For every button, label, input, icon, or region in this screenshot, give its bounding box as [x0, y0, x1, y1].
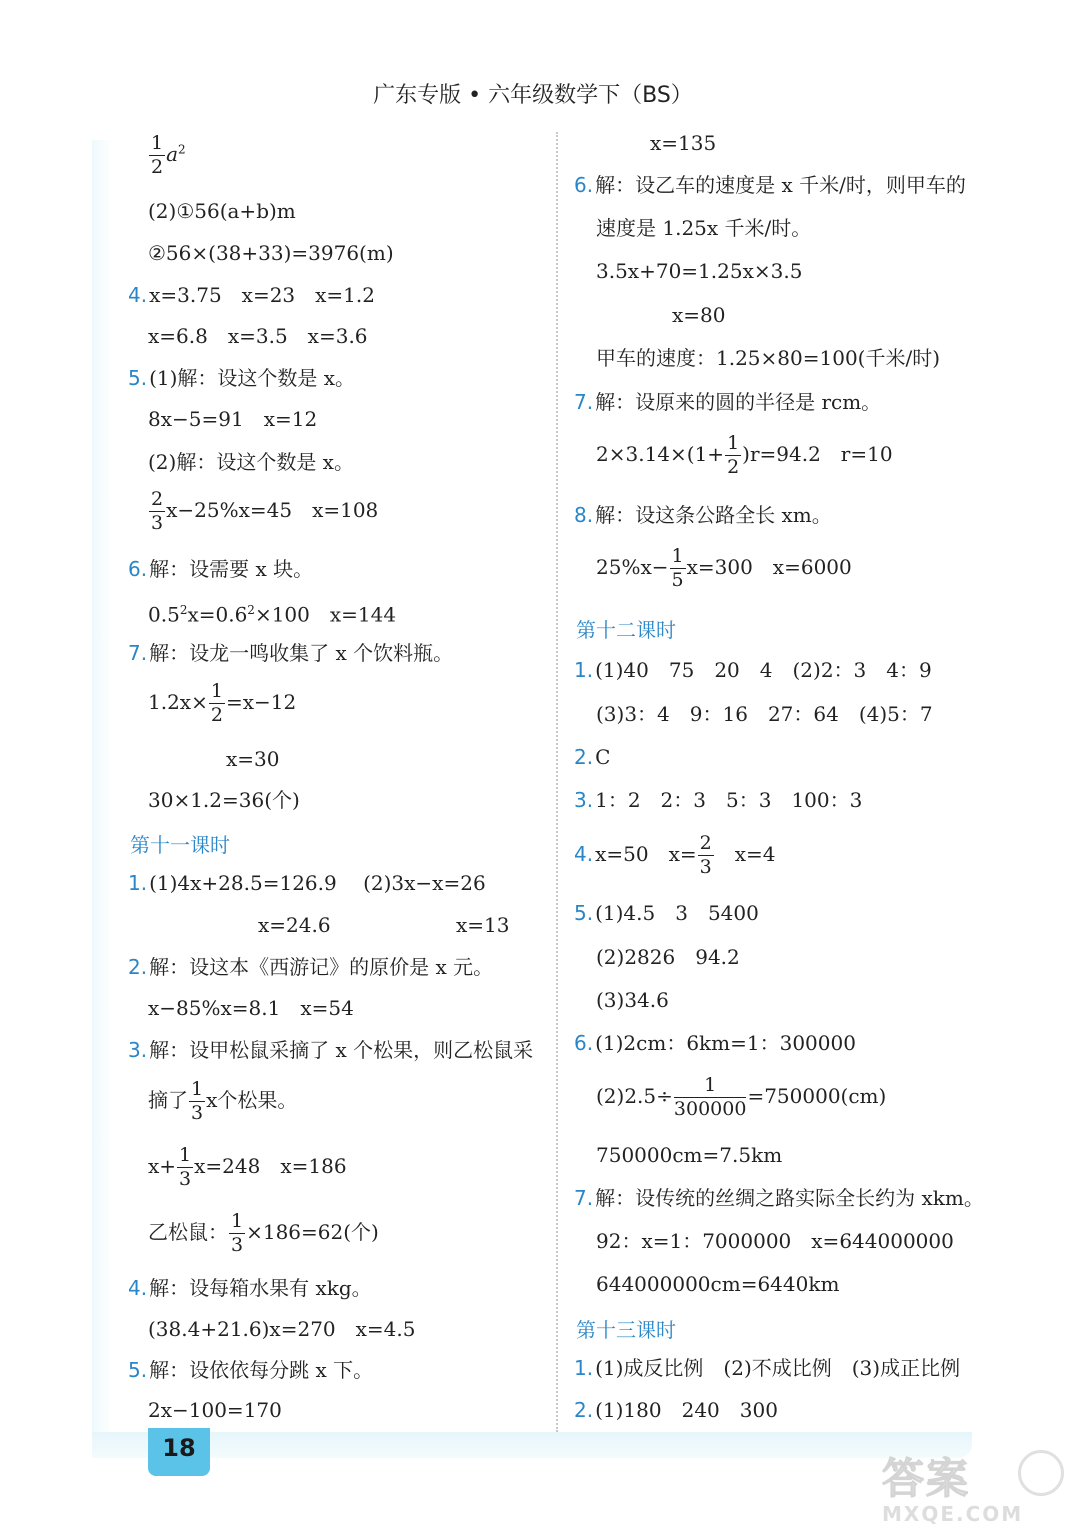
answer-line: 30×1.2=36(个) [148, 788, 300, 812]
answer-line: (3)34.6 [596, 988, 669, 1012]
page-header: 广东专版 • 六年级数学下（BS） [373, 83, 693, 108]
answer-line: 8x−5=91 x=12 [148, 407, 318, 431]
question-5: 5. (1)解：设这个数是 x。 [128, 366, 356, 390]
question-4: 4. x=50 x= $\frac{2}{3}$ x=4 [574, 832, 776, 878]
question-7: 7. 解：设原来的圆的半径是 rcm。 [574, 390, 882, 414]
answer-line: 速度是 1.25x 千米/时。 [596, 216, 812, 240]
answer-line: 2×3.14×(1+ $\frac{1}{2}$ )r=94.2 r=10 [596, 432, 893, 478]
answer-line: (2)解：设这个数是 x。 [148, 450, 354, 474]
answer-line: x=30 [226, 747, 280, 771]
answer-line: x=135 [650, 131, 717, 155]
answer-line: 甲车的速度：1.25×80=100(千米/时) [596, 346, 941, 370]
question-4: 4. x=3.75 x=23 x=1.2 [128, 283, 375, 307]
footer-band [92, 1432, 972, 1458]
page-number: 18 [162, 1434, 196, 1462]
question-5: 5. (1)4.5 3 5400 [574, 901, 759, 925]
column-divider [556, 132, 558, 1432]
watermark-logo: 答案 MXQE.COM [882, 1446, 1062, 1532]
question-1: 1. (1)40 75 20 4 (2)2：3 4：9 [574, 658, 932, 682]
question-4: 4. 解：设每箱水果有 xkg。 [128, 1276, 372, 1300]
answer-line: (3)3：4 9：16 27：64 (4)5：7 [596, 702, 933, 726]
answer-line: 2x−100=170 [148, 1398, 282, 1422]
answer-line: x−85%x=8.1 x=54 [148, 996, 354, 1020]
answer-line: $\frac{2}{3}$ x−25%x=45 x=108 [151, 488, 379, 534]
section-title: 第十二课时 [576, 618, 676, 642]
answer-line: 1.2x× $\frac{1}{2}$ =x−12 [148, 680, 297, 726]
watermark-circle-icon [1018, 1450, 1064, 1496]
answer-line: 25%x− $\frac{1}{5}$ x=300 x=6000 [596, 545, 852, 591]
answer-line: $\frac{1}{2}$ $a^2$ [151, 132, 186, 178]
answer-line: (2)2.5÷ $\frac{1}{300000}$ =750000(cm) [596, 1074, 887, 1120]
answer-line: 3.5x+70=1.25x×3.5 [596, 259, 803, 283]
answer-line: x=80 [672, 303, 726, 327]
answer-line: 644000000cm=6440km [596, 1272, 840, 1296]
question-8: 8. 解：设这条公路全长 xm。 [574, 503, 832, 527]
question-2: 2. 解：设这本《西游记》的原价是 x 元。 [128, 955, 494, 979]
answer-line: $0.5^2x=0.6^2\times 100$ x=144 [148, 602, 397, 627]
answer-line: x+ $\frac{1}{3}$ x=248 x=186 [148, 1144, 347, 1190]
question-7: 7. 解：设龙一鸣收集了 x 个饮料瓶。 [128, 641, 454, 665]
question-3: 3. 解：设甲松鼠采摘了 x 个松果，则乙松鼠采 [128, 1038, 534, 1062]
answer-line: (2)①56(a+b)m [148, 199, 296, 223]
answer-line: x=24.6 [258, 913, 331, 937]
question-7: 7. 解：设传统的丝绸之路实际全长约为 xkm。 [574, 1186, 984, 1210]
answer-line: (38.4+21.6)x=270 x=4.5 [148, 1317, 416, 1341]
question-6: 6. (1)2cm：6km=1：300000 [574, 1031, 856, 1055]
answer-line: 92：x=1：7000000 x=644000000 [596, 1229, 954, 1253]
answer-line: (2)2826 94.2 [596, 945, 740, 969]
answer-line: ②56×(38+33)=3976(m) [148, 241, 394, 265]
question-2: 2. C [574, 745, 611, 769]
left-decorative-band [92, 140, 112, 1440]
question-1: 1. (1)成反比例 (2)不成比例 (3)成正比例 [574, 1356, 961, 1380]
question-6: 6. 解：设需要 x 块。 [128, 557, 314, 581]
answer-line: x=6.8 x=3.5 x=3.6 [148, 324, 368, 348]
answer-line: x=13 [456, 913, 510, 937]
answer-line: 乙松鼠： $\frac{1}{3}$ ×186=62(个) [148, 1210, 379, 1256]
question-5: 5. 解：设依依每分跳 x 下。 [128, 1358, 374, 1382]
question-2: 2. (1)180 240 300 [574, 1398, 778, 1422]
section-title: 第十一课时 [130, 833, 230, 857]
question-1: 1. (1)4x+28.5=126.9 (2)3x−x=26 [128, 871, 486, 895]
answer-line: 摘了 $\frac{1}{3}$ x个松果。 [148, 1078, 298, 1124]
section-title: 第十三课时 [576, 1318, 676, 1342]
answer-line: 750000cm=7.5km [596, 1143, 783, 1167]
question-6: 6. 解：设乙车的速度是 x 千米/时，则甲车的 [574, 173, 966, 197]
question-3: 3. 1：2 2：3 5：3 100：3 [574, 788, 863, 812]
